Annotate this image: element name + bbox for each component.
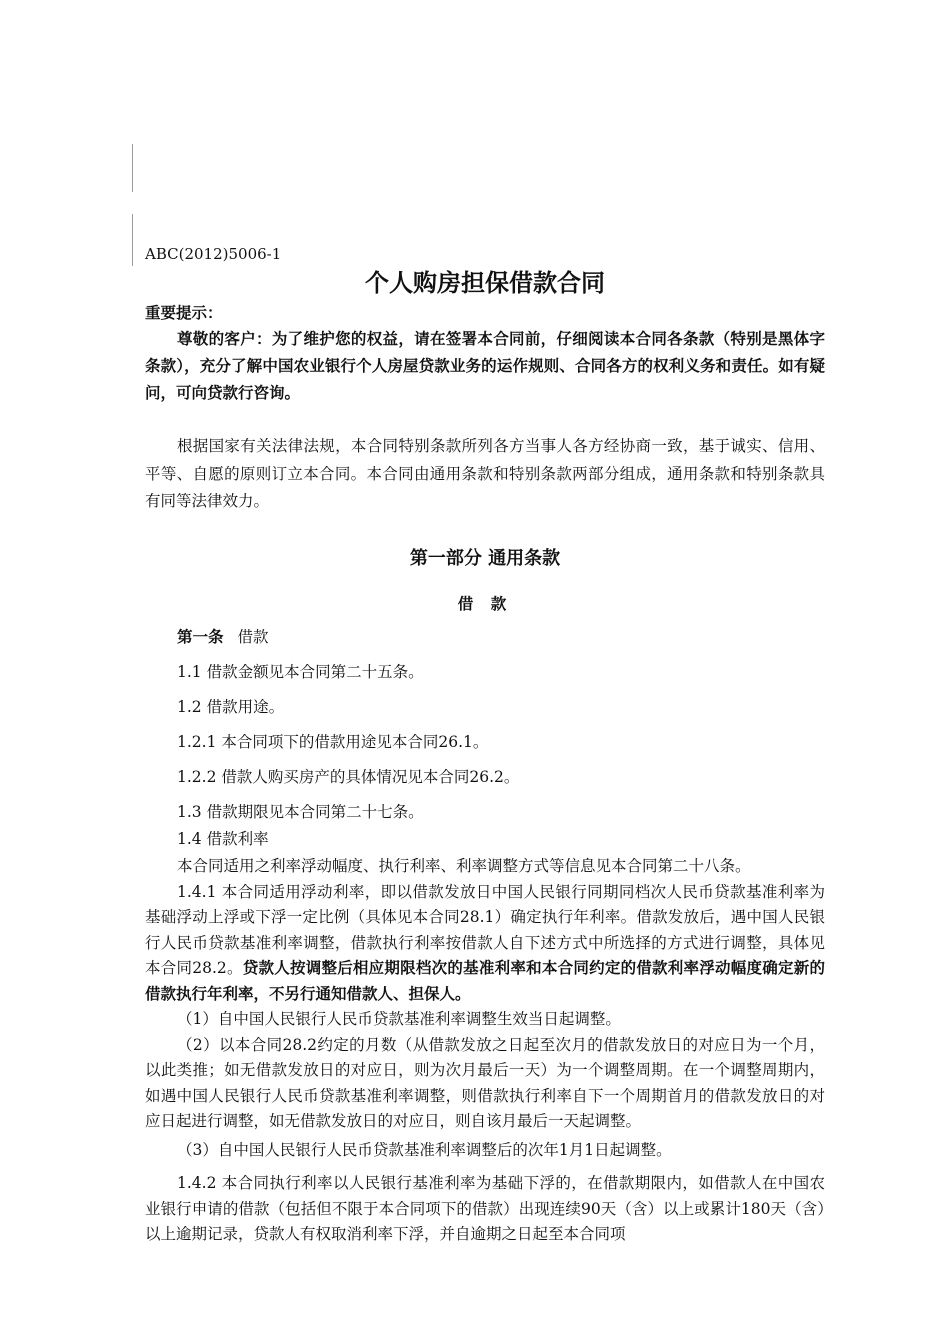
notice-heading: 重要提示： — [145, 304, 223, 322]
clause-1-4-1-text: 1.4.1 本合同适用浮动利率，即以借款发放日中国人民银行同期同档次人民币贷款基准利率为基础浮动上浮或下浮一定比例（具体见本合同28.1）确定执行年利率。借款发放后，遇中国人民银行人民币贷款基准利率调整，借款执行利率按借款人自下述方式中所选择的方式进行调整，具体见本合同28.2。 — [145, 882, 825, 977]
article-title: 借款 — [237, 627, 269, 646]
intro-paragraph: 根据国家有关法律法规，本合同特别条款所列各方当事人各方经协商一致，基于诚实、信用、平等、自愿的原则订立本合同。本合同由通用条款和特别条款两部分组成，通用条款和特别条款具有同等法律效力。 — [145, 437, 825, 510]
margin-rule-bottom — [132, 214, 133, 266]
clause-1-1: 1.1 借款金额见本合同第二十五条。 — [177, 662, 424, 681]
document-page — [145, 240, 825, 1248]
clause-1-3: 1.3 借款期限见本合同第二十七条。 — [177, 802, 424, 821]
clause-1-2-1: 1.2.1 本合同项下的借款用途见本合同26.1。 — [177, 732, 489, 751]
part-title: 第一部分 通用条款 — [409, 547, 561, 569]
document-title: 个人购房担保借款合同 — [365, 268, 605, 297]
clause-1-4-1 — [145, 880, 825, 1008]
section-title: 借 款 — [457, 594, 513, 613]
clause-1-4: 1.4 借款利率 — [177, 829, 269, 848]
margin-rule-top — [132, 144, 133, 192]
clause-1-4-2: 1.4.2 本合同执行利率以人民银行基准利率为基础下浮的，在借款期限内，如借款人在中国农业银行申请的借款（包括但不限于本合同项下的借款）出现连续90天（含）以上或累计180天（含）以上逾期记录，贷款人有权取消利率下浮，并自逾期之日起至本合同项 — [145, 1174, 825, 1243]
adjust-option-2: （2）以本合同28.2约定的月数（从借款发放之日起至次月的借款发放日的对应日为一个月，以此类推；如无借款发放日的对应日，则为次月最后一天）为一个调整周期。在一个调整周期内，如遇中国人民银行人民币贷款基准利率调整，则借款执行利率自下一个周期首月的借款发放日的对应日起进行调整，如无借款发放日的对应日，则自该月最后一天起调整。 — [145, 1035, 825, 1130]
clause-1-2: 1.2 借款用途。 — [177, 697, 285, 716]
article-number: 第一条 — [177, 627, 224, 646]
clause-1-2-2: 1.2.2 借款人购买房产的具体情况见本合同26.2。 — [177, 767, 520, 786]
adjust-option-1: （1）自中国人民银行人民币贷款基准利率调整生效当日起调整。 — [177, 1010, 621, 1028]
clause-1-4-1-bold-text: 贷款人按调整后相应期限档次的基准利率和本合同约定的借款利率浮动幅度确定新的借款执行年利率，不另行通知借款人、担保人。 — [145, 959, 825, 1003]
article-heading — [145, 624, 825, 651]
document-code: ABC(2012)5006-1 — [145, 245, 282, 263]
clause-1-4-intro: 本合同适用之利率浮动幅度、执行利率、利率调整方式等信息见本合同第二十八条。 — [177, 856, 751, 875]
adjust-option-3: （3）自中国人民银行人民币贷款基准利率调整后的次年1月1日起调整。 — [177, 1140, 672, 1159]
notice-text: 尊敬的客户：为了维护您的权益，请在签署本合同前，仔细阅读本合同各条款（特别是黑体字条款），充分了解中国农业银行个人房屋贷款业务的运作规则、合同各方的权利义务和责任。如有疑问，可向贷款行咨询。 — [145, 330, 825, 402]
